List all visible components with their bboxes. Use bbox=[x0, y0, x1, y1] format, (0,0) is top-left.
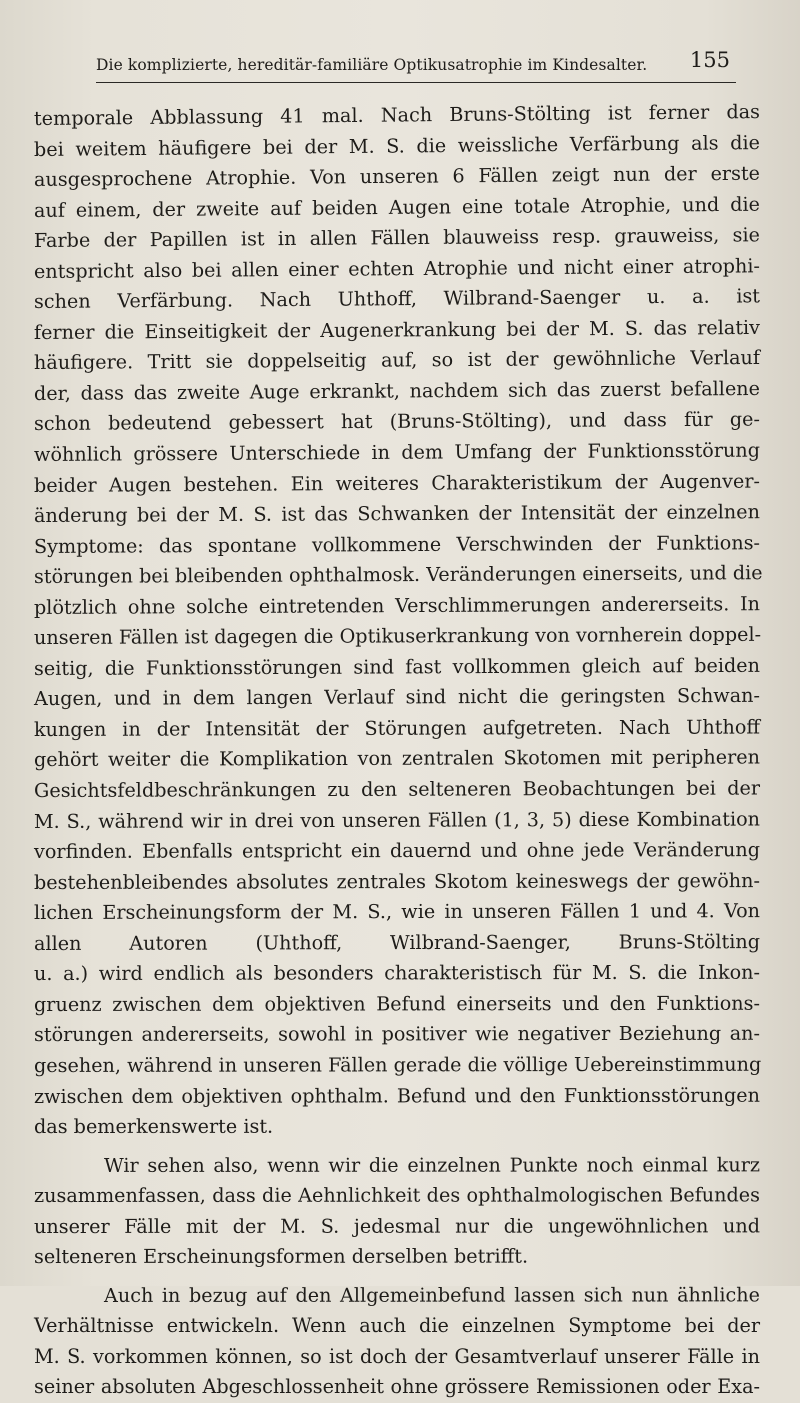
text-line: vorfinden. Ebenfalls entspricht ein dauernd und ohne jede Veränderung bbox=[33, 838, 761, 864]
text-line: gruenz zwischen dem objektiven Befund einerseits und den Funktions- bbox=[33, 991, 761, 1016]
text-line: das bemerkenswerte ist. bbox=[33, 1114, 274, 1139]
text-line: M. S., während wir in drei von unseren Fällen (1, 3, 5) diese Kombination bbox=[33, 807, 761, 833]
text-line: Wir sehen also, wenn wir die einzelnen Punkte noch einmal kurz bbox=[103, 1152, 761, 1177]
text-line: M. S. vorkommen können, so ist doch der Gesamtverlauf unserer Fälle in bbox=[34, 1344, 760, 1368]
text-line: seitig, die Funktionsstörungen sind fast vollkommen gleich auf beiden bbox=[33, 653, 761, 680]
text-line: allen Autoren (Uhthoff, Wilbrand-Saenger, Bruns-Stölting bbox=[33, 929, 761, 955]
text-line: plötzlich ohne solche eintretenden Verschlimmerungen andererseits. In bbox=[33, 591, 761, 619]
text-line: störungen andererseits, sowohl in positiver wie negativer Beziehung an- bbox=[33, 1022, 761, 1047]
text-line: Gesichtsfeldbeschränkungen zu den selteneren Beobachtungen bei der bbox=[33, 776, 761, 803]
text-line: bei weitem häufigere bei der M. S. die weissliche Verfärbung als die bbox=[33, 130, 761, 161]
text-line: unserer Fälle mit der M. S. jedesmal nur die ungewöhnlichen und bbox=[33, 1214, 761, 1238]
text-line: Augen, und in dem langen Verlauf sind nicht die geringsten Schwan- bbox=[33, 684, 761, 711]
text-line: Auch in bezug auf den Allgemeinbefund lassen sich nun ähnliche bbox=[103, 1283, 761, 1307]
text-line: störungen bei bleibenden ophthalmosk. Veränderungen einerseits, und die bbox=[33, 561, 763, 589]
text-line: selteneren Erscheinungsformen derselben betrifft. bbox=[33, 1244, 529, 1269]
text-line: schon bedeutend gebessert hat (Bruns-Stölting), und dass für ge- bbox=[33, 408, 761, 436]
text-line: seiner absoluten Abgeschlossenheit ohne grössere Remissionen oder Exa- bbox=[34, 1375, 760, 1399]
text-line: bestehenbleibendes absolutes zentrales Skotom keineswegs der gewöhn- bbox=[33, 868, 761, 894]
text-line: ferner die Einseitigkeit der Augenerkrankung bei der M. S. das relativ bbox=[33, 315, 761, 344]
text-line: schen Verfärbung. Nach Uhthoff, Wilbrand-Saenger u. a. ist bbox=[33, 284, 761, 314]
text-line: zusammenfassen, dass die Aehnlichkeit des ophthalmologischen Befundes bbox=[33, 1183, 761, 1208]
text-line: gehört weiter die Komplikation von zentralen Skotomen mit peripheren bbox=[33, 745, 761, 772]
text-line: Farbe der Papillen ist in allen Fällen blauweiss resp. grauweiss, sie bbox=[33, 223, 761, 253]
body-text bbox=[33, 100, 763, 1403]
text-line: auf einem, der zweite auf beiden Augen eine totale Atrophie, und die bbox=[33, 192, 761, 222]
text-line: u. a.) wird endlich als besonders charakteristisch für M. S. die Inkon- bbox=[33, 961, 761, 986]
text-line: beider Augen bestehen. Ein weiteres Charakteristikum der Augenver- bbox=[33, 469, 761, 497]
running-header bbox=[96, 46, 736, 83]
text-line: gesehen, während in unseren Fällen gerade die völlige Uebereinstimmung bbox=[33, 1052, 762, 1077]
text-line: wöhnlich grössere Unterschiede in dem Umfang der Funktionsstörung bbox=[33, 438, 761, 467]
text-line: ausgesprochene Atrophie. Von unseren 6 Fällen zeigt nun der erste bbox=[33, 161, 761, 192]
running-title: Die komplizierte, hereditär-familiäre Optikusatrophie im Kindesalter. bbox=[96, 56, 648, 74]
text-line: lichen Erscheinungsform der M. S., wie in unseren Fällen 1 und 4. Von bbox=[33, 899, 761, 925]
text-line: unseren Fällen ist dagegen die Optikuserkrankung von vornherein doppel- bbox=[33, 623, 762, 650]
text-line: Verhältnisse entwickeln. Wenn auch die einzelnen Symptome bei der bbox=[34, 1314, 760, 1338]
text-line: der, dass das zweite Auge erkrankt, nachdem sich das zuerst befallene bbox=[33, 376, 761, 405]
text-line: entspricht also bei allen einer echten Atrophie und nicht einer atrophi- bbox=[33, 254, 761, 283]
text-line: änderung bei der M. S. ist das Schwanken der Intensität der einzelnen bbox=[33, 500, 761, 528]
page-number: 155 bbox=[689, 48, 730, 72]
text-line: kungen in der Intensität der Störungen aufgetreten. Nach Uhthoff bbox=[33, 715, 761, 741]
text-line: Symptome: das spontane vollkommene Verschwinden der Funktions- bbox=[33, 530, 761, 558]
text-line: häufigere. Tritt sie doppelseitig auf, so ist der gewöhnliche Verlauf bbox=[33, 346, 761, 375]
text-line: zwischen dem objektiven ophthalm. Befund und den Funktionsstörungen bbox=[33, 1083, 761, 1108]
text-line: temporale Abblassung 41 mal. Nach Bruns-Stölting ist ferner das bbox=[33, 100, 761, 130]
